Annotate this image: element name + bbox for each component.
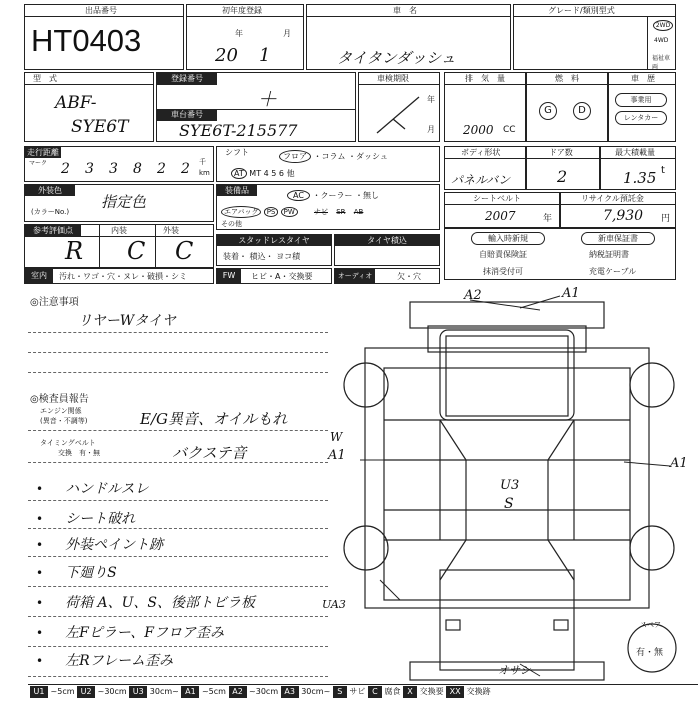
- mark-s: S: [504, 496, 514, 512]
- shift-4: 4: [263, 169, 269, 178]
- inspection-strike: [373, 91, 423, 137]
- first-reg-year: 20: [215, 45, 238, 66]
- equipment-none: 無し: [363, 191, 380, 200]
- reg-box: [156, 72, 356, 142]
- fuel-box: [526, 72, 608, 142]
- mileage-unit-thousand: 千: [199, 158, 206, 166]
- mark-ua3: UA3: [322, 598, 346, 611]
- report-item: • 外装ペイント跡: [36, 537, 164, 553]
- ratings-exterior: C: [175, 237, 194, 265]
- lot-number: HT0403: [31, 23, 142, 58]
- seatbelt-label: シートベルト: [473, 194, 521, 203]
- equipment-ac-selected: AC: [287, 190, 310, 201]
- shift-box: [216, 146, 440, 182]
- ratings-box: [24, 224, 214, 268]
- first-reg-month: 1: [259, 45, 271, 66]
- color-box: [24, 184, 214, 222]
- belt-text: バクステ音: [172, 444, 247, 462]
- tire-load-label: タイヤ積込: [335, 235, 439, 246]
- year-unit: 年: [235, 29, 243, 38]
- model-box: [24, 72, 154, 142]
- lot-box: [24, 4, 184, 70]
- grade-box: [513, 4, 676, 70]
- inspection-year-unit: 年: [427, 95, 435, 104]
- first-reg-label: 初年度登録: [222, 6, 262, 15]
- option-welfare: 福祉車両: [652, 55, 671, 71]
- body-box: [444, 146, 526, 190]
- mark-w: W: [330, 430, 343, 444]
- interior-row-label: 室内: [25, 269, 53, 283]
- displacement-value: 2000: [463, 123, 494, 137]
- ratings-interior-label: 内装: [111, 226, 127, 235]
- mark-a1-right: A1: [670, 456, 688, 471]
- fw-row-options: ヒビ・A・交換要: [251, 272, 313, 281]
- inspection-box: [358, 72, 440, 142]
- equipment-ps: PS: [264, 207, 279, 217]
- report-item: • 下廻りS: [36, 565, 117, 581]
- chassis-no-value: SYE6T-215577: [179, 121, 298, 140]
- capacity-unit: t: [661, 165, 665, 176]
- recycle-value: 7,930: [603, 208, 644, 224]
- ratings-label: 参考評価点: [25, 225, 81, 236]
- usage-rental: レンタカー: [615, 111, 667, 125]
- equipment-sr: SR: [336, 208, 346, 216]
- car-name-box: [306, 4, 511, 70]
- doc-cancel: 抹消受付可: [483, 267, 523, 276]
- shift-dash: ダッシュ: [356, 152, 388, 161]
- report-item: • シート破れ: [36, 511, 136, 527]
- month-unit: 月: [283, 29, 291, 38]
- mark-a2: A2: [464, 288, 482, 303]
- mileage-mark-label: マーク: [29, 160, 48, 167]
- notes-title: ◎注意事項: [30, 297, 79, 308]
- interior-row-options: 汚れ・ワゴ・穴・ヌレ・破損・シミ: [59, 272, 187, 281]
- usage-box: [608, 72, 676, 142]
- mark-osashi: オサシ: [498, 664, 531, 677]
- color-label: 外装色: [25, 185, 75, 196]
- legend-strip: [28, 684, 698, 701]
- studless-box: [216, 234, 332, 266]
- seatbelt-value: 2007: [485, 209, 516, 223]
- chassis-no-label: 車台番号: [157, 109, 217, 121]
- shift-column: コラム: [321, 152, 346, 161]
- mileage-digit: 3: [85, 161, 94, 177]
- grade-label: グレード/類別型式: [548, 6, 615, 15]
- mileage-unit-km: km: [199, 169, 210, 177]
- engine-sub: (異音・不調等): [40, 417, 88, 425]
- doors-box: [526, 146, 600, 190]
- model-value-2: SYE6T: [71, 117, 129, 137]
- usage-label: 車 歴: [631, 74, 655, 83]
- mileage-digits: [43, 161, 213, 181]
- audio-row-options: 欠・穴: [397, 272, 421, 281]
- doors-value: 2: [557, 167, 568, 186]
- shift-6: 6: [278, 169, 285, 178]
- legend-items: U1 ~5cm U2 ~30cm U3 30cm~ A1 ~5cm A2 ~30cm A3 30cm~ S サビ C 腐食 X 交換要 XX 交換跡: [30, 686, 491, 698]
- car-name-value: タイタンダッシュ: [337, 49, 456, 67]
- mileage-digit: 3: [109, 161, 118, 177]
- fuel-label: 燃 料: [555, 74, 579, 83]
- docs-box: [444, 228, 676, 280]
- report-item: • ハンドルスレ: [36, 481, 149, 497]
- mark-u3: U3: [500, 478, 520, 493]
- usage-business: 事業用: [615, 93, 667, 107]
- color-value: 指定色: [101, 193, 147, 211]
- shift-floor-selected: フロア: [279, 150, 311, 163]
- mileage-box: [24, 146, 214, 182]
- mileage-digit: 8: [133, 161, 142, 177]
- audio-row: [334, 268, 440, 284]
- mark-a1-left: A1: [328, 448, 346, 463]
- color-sub-label: (カラーNo.): [31, 208, 70, 216]
- ratings-overall: R: [65, 237, 84, 265]
- capacity-value: 1.35: [623, 169, 657, 187]
- seatbelt-unit: 年: [543, 214, 553, 224]
- equipment-box: [216, 184, 440, 230]
- studless-side: ヨコ積: [276, 252, 301, 261]
- body-label: ボディ形状: [461, 148, 501, 157]
- shift-label: シフト: [225, 148, 249, 157]
- capacity-label: 最大積載量: [615, 148, 655, 157]
- belt-label: タイミングベルト: [40, 439, 96, 447]
- doc-warranty: 新車保証書: [581, 232, 655, 245]
- inspection-label: 車検期限: [377, 74, 409, 83]
- capacity-box: [600, 146, 676, 190]
- inspection-month-unit: 月: [427, 125, 435, 134]
- studless-installed: 装着: [223, 252, 239, 261]
- shift-5: 5: [271, 169, 277, 178]
- audio-row-label: オーディオ: [335, 269, 375, 283]
- reg-no-label: 登録番号: [157, 73, 217, 85]
- shift-at-selected: AT: [231, 168, 247, 179]
- shift-mt: MT: [249, 169, 262, 178]
- shift-options-2: [231, 168, 295, 179]
- model-value-1: ABF-: [55, 93, 97, 113]
- belt-sub: 交換 有・無: [58, 449, 100, 457]
- mileage-digit: 2: [181, 161, 190, 177]
- studless-options: 装着・ 積込・ ヨコ積: [223, 252, 301, 261]
- ratings-interior: C: [127, 237, 146, 265]
- notes-text: リヤーWタイヤ: [78, 313, 176, 329]
- recycle-label: リサイクル預託金: [581, 194, 644, 203]
- option-2wd: 2WD: [653, 20, 673, 31]
- mileage-digit: 2: [61, 161, 70, 177]
- studless-label: スタッドレスタイヤ: [217, 235, 331, 246]
- body-value: パネルバン: [451, 173, 511, 187]
- tire-load-box: [334, 234, 440, 266]
- mileage-digit: 2: [157, 161, 166, 177]
- doc-tax: 納税証明書: [589, 250, 629, 259]
- doc-insurance: 自賠責保険証: [479, 250, 527, 259]
- car-name-label: 車 名: [393, 6, 417, 15]
- displacement-label: 排 気 量: [465, 74, 505, 83]
- report-item: • 左Fピラー、Fフロア歪み: [36, 625, 224, 641]
- recycle-box: [560, 192, 676, 228]
- shift-options-1: フロア ・コラム ・ダッシュ: [279, 150, 388, 163]
- doors-label: ドア数: [549, 148, 573, 157]
- doc-import: 輸入時新規: [471, 232, 545, 245]
- report-title: ◎検査員報告: [30, 394, 89, 405]
- reg-no-value: ＋: [257, 87, 277, 111]
- doc-cable: 充電ケーブル: [589, 267, 637, 276]
- equipment-pw: PW: [281, 207, 298, 217]
- interior-row: [24, 268, 214, 284]
- studless-loaded: 積込: [249, 252, 266, 261]
- equipment-row-1: AC ・クーラー ・無し: [287, 190, 379, 201]
- spare-value: 有・無: [636, 648, 664, 658]
- spare-label: スペア: [640, 621, 661, 629]
- report-item: • 左Rフレーム歪み: [36, 653, 174, 669]
- mark-a1-top: A1: [562, 286, 580, 301]
- fw-row: [216, 268, 332, 284]
- equipment-label: 装備品: [217, 185, 257, 196]
- lot-label: 出品番号: [85, 6, 117, 15]
- displacement-box: [444, 72, 526, 142]
- report-item: • 荷箱 A、U、S、後部トビラ板: [36, 595, 256, 611]
- fuel-d-option: D: [573, 102, 591, 120]
- first-reg-box: [186, 4, 304, 70]
- option-4wd: 4WD: [654, 37, 669, 44]
- equipment-airbag: エアバッグ: [221, 206, 261, 218]
- model-label: 型 式: [33, 74, 57, 83]
- seatbelt-box: [444, 192, 560, 228]
- ratings-exterior-label: 外装: [163, 226, 179, 235]
- fuel-g-option: G: [539, 102, 557, 120]
- recycle-unit: 円: [661, 214, 671, 224]
- equipment-row-2: [221, 206, 363, 218]
- equipment-navi: ナビ: [313, 208, 328, 216]
- mileage-label: 走行距離: [27, 148, 59, 157]
- equipment-ab: AB: [353, 208, 364, 216]
- fw-row-label: FW: [217, 269, 241, 283]
- engine-text: E/G異音、オイルもれ: [140, 410, 288, 428]
- displacement-unit: CC: [503, 125, 516, 135]
- engine-label: エンジン関係: [40, 407, 82, 415]
- equipment-cooler: クーラー: [320, 191, 353, 200]
- equipment-other: その他: [221, 220, 242, 228]
- shift-other: 他: [286, 169, 295, 178]
